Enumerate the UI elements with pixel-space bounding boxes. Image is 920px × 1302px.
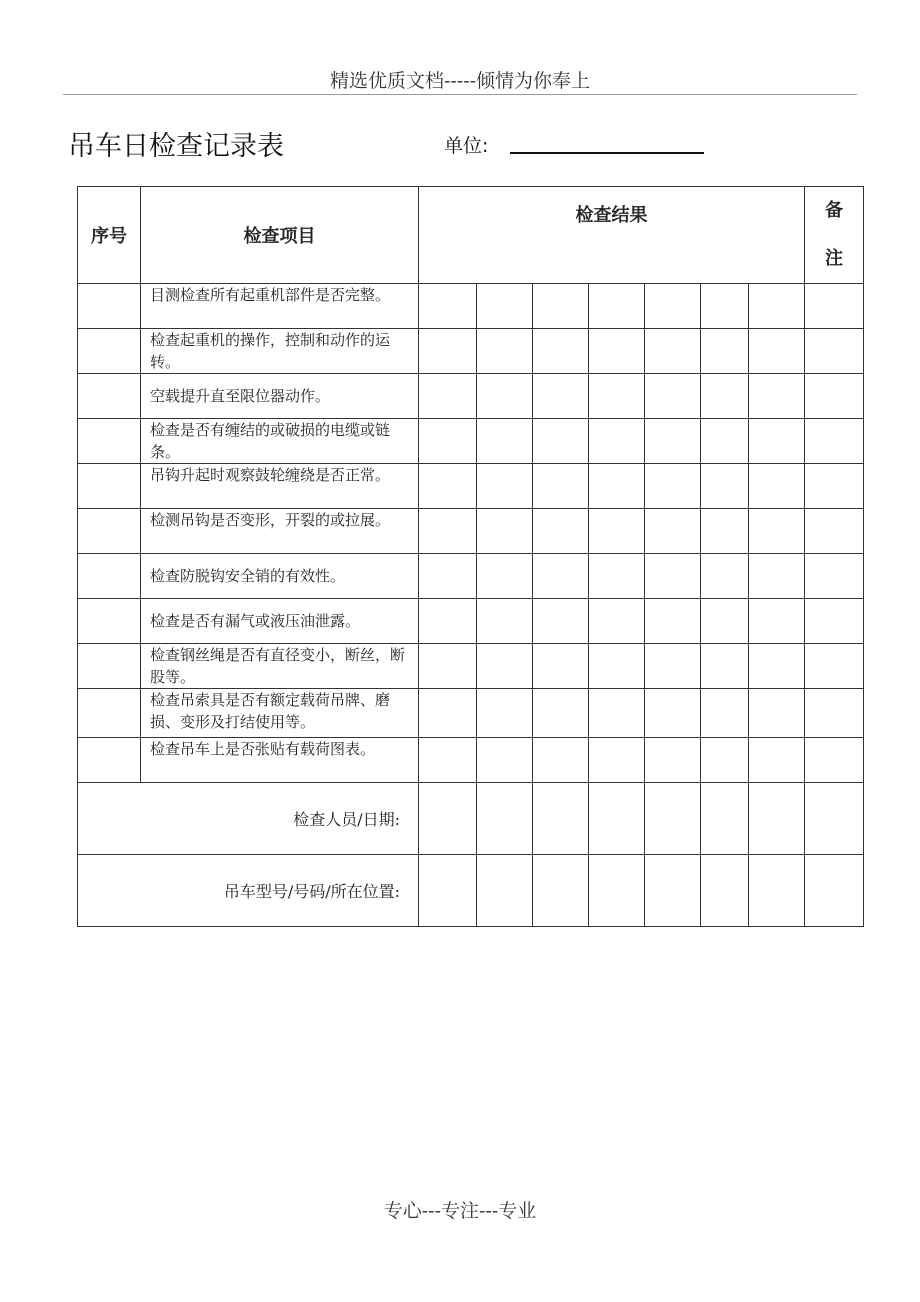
inspection-item-cell [141, 738, 419, 783]
table-row [78, 738, 864, 783]
unit-label: 单位: [444, 135, 489, 157]
seq-cell[interactable] [78, 374, 141, 419]
result-cell[interactable] [419, 738, 477, 783]
result-cell[interactable] [477, 329, 533, 374]
table-row [78, 374, 864, 419]
note-cell[interactable] [805, 738, 864, 783]
note-cell[interactable] [805, 644, 864, 689]
inspection-item-text: 检查是否有缠结的或破损的电缆或链条。 [150, 421, 391, 461]
inspection-item-cell [141, 329, 419, 374]
note-cell[interactable] [805, 689, 864, 738]
note-cell[interactable] [805, 374, 864, 419]
table-row [78, 284, 864, 329]
result-cell[interactable] [589, 464, 645, 509]
inspection-item-text: 吊钩升起时观察鼓轮缠绕是否正常。 [150, 466, 391, 484]
result-cell[interactable] [419, 419, 477, 464]
inspection-item-text: 空载提升直至限位器动作。 [150, 387, 331, 405]
result-cell[interactable] [419, 464, 477, 509]
result-cell[interactable] [701, 855, 749, 927]
result-cell[interactable] [645, 599, 701, 644]
result-cell[interactable] [749, 419, 805, 464]
table-row [78, 689, 864, 738]
result-cell[interactable] [589, 554, 645, 599]
note-cell[interactable] [805, 419, 864, 464]
result-cell[interactable] [533, 554, 589, 599]
result-cell[interactable] [419, 284, 477, 329]
table-row [78, 599, 864, 644]
result-cell[interactable] [589, 329, 645, 374]
inspection-item-cell [141, 554, 419, 599]
inspection-item-cell [141, 284, 419, 329]
header-divider [63, 94, 857, 95]
result-cell[interactable] [533, 644, 589, 689]
inspection-item-text: 目测检查所有起重机部件是否完整。 [150, 286, 391, 304]
result-cell[interactable] [477, 644, 533, 689]
result-cell[interactable] [419, 509, 477, 554]
inspection-item-cell [141, 689, 419, 738]
result-cell[interactable] [749, 738, 805, 783]
page-footer: 专心---专注---专业 [383, 1200, 537, 1222]
result-cell[interactable] [419, 855, 477, 927]
result-cell[interactable] [701, 644, 749, 689]
result-cell[interactable] [477, 374, 533, 419]
result-cell[interactable] [477, 783, 533, 855]
col-header-note [805, 187, 864, 284]
result-cell[interactable] [419, 644, 477, 689]
inspector-date-row-label: 检查人员/日期: [78, 783, 419, 855]
inspection-item-cell [141, 599, 419, 644]
result-cell[interactable] [749, 644, 805, 689]
inspection-item-text: 检查起重机的操作，控制和动作的运转。 [150, 331, 391, 371]
inspection-item-text: 检查钢丝绳是否有直径变小，断丝，断股等。 [150, 646, 406, 686]
table-row [78, 329, 864, 374]
result-cell[interactable] [477, 738, 533, 783]
inspection-item-cell [141, 509, 419, 554]
result-cell[interactable] [533, 599, 589, 644]
result-cell[interactable] [645, 509, 701, 554]
result-cell[interactable] [419, 689, 477, 738]
inspection-item-cell [141, 464, 419, 509]
note-cell[interactable] [805, 554, 864, 599]
result-cell[interactable] [645, 783, 701, 855]
result-cell[interactable] [533, 374, 589, 419]
result-cell[interactable] [419, 329, 477, 374]
seq-cell[interactable] [78, 329, 141, 374]
result-cell[interactable] [645, 329, 701, 374]
result-cell[interactable] [701, 419, 749, 464]
note-cell[interactable] [805, 464, 864, 509]
inspection-item-text: 检查是否有漏气或液压油泄露。 [150, 612, 361, 630]
result-cell[interactable] [645, 284, 701, 329]
result-cell[interactable] [645, 419, 701, 464]
result-cell[interactable] [701, 329, 749, 374]
result-cell[interactable] [589, 855, 645, 927]
table-row [78, 554, 864, 599]
result-cell[interactable] [645, 855, 701, 927]
result-cell[interactable] [419, 599, 477, 644]
result-cell[interactable] [533, 689, 589, 738]
result-cell[interactable] [477, 509, 533, 554]
result-cell[interactable] [533, 464, 589, 509]
result-cell[interactable] [533, 284, 589, 329]
result-cell[interactable] [589, 284, 645, 329]
result-cell[interactable] [749, 554, 805, 599]
document-title: 吊车日检查记录表 [68, 131, 284, 162]
seq-cell[interactable] [78, 599, 141, 644]
table-row [78, 644, 864, 689]
inspection-item-cell [141, 419, 419, 464]
result-cell[interactable] [749, 329, 805, 374]
result-cell[interactable] [749, 783, 805, 855]
table-header-row [78, 187, 864, 284]
result-cell[interactable] [533, 855, 589, 927]
result-cell[interactable] [589, 419, 645, 464]
result-cell[interactable] [749, 464, 805, 509]
result-cell[interactable] [477, 419, 533, 464]
result-cell[interactable] [477, 284, 533, 329]
result-cell[interactable] [749, 689, 805, 738]
result-cell[interactable] [701, 374, 749, 419]
result-cell[interactable] [477, 689, 533, 738]
note-cell[interactable] [805, 509, 864, 554]
result-cell[interactable] [589, 509, 645, 554]
result-cell[interactable] [701, 738, 749, 783]
result-cell[interactable] [589, 689, 645, 738]
result-cell[interactable] [589, 783, 645, 855]
result-cell[interactable] [701, 783, 749, 855]
result-cell[interactable] [589, 374, 645, 419]
result-cell[interactable] [589, 738, 645, 783]
result-cell[interactable] [477, 464, 533, 509]
seq-cell[interactable] [78, 284, 141, 329]
seq-cell[interactable] [78, 464, 141, 509]
inspection-item-text: 检查防脱钩安全销的有效性。 [150, 567, 346, 585]
inspection-item-text: 检查吊车上是否张贴有载荷图表。 [150, 740, 376, 758]
result-cell[interactable] [701, 599, 749, 644]
result-cell[interactable] [533, 419, 589, 464]
result-cell[interactable] [645, 738, 701, 783]
col-header-result: 检查结果 [419, 187, 805, 284]
inspection-item-cell [141, 644, 419, 689]
result-cell[interactable] [749, 509, 805, 554]
table-row [78, 509, 864, 554]
seq-cell[interactable] [78, 509, 141, 554]
result-cell[interactable] [645, 374, 701, 419]
result-cell[interactable] [477, 554, 533, 599]
crane-info-row-label: 吊车型号/号码/所在位置: [78, 855, 419, 927]
result-cell[interactable] [701, 509, 749, 554]
inspection-item-text: 检测吊钩是否变形，开裂的或拉展。 [150, 511, 391, 529]
note-cell[interactable] [805, 329, 864, 374]
inspection-item-text: 检查吊索具是否有额定载荷吊牌、磨损、变形及打结使用等。 [150, 691, 391, 731]
seq-cell[interactable] [78, 554, 141, 599]
result-cell[interactable] [749, 599, 805, 644]
note-cell[interactable] [805, 599, 864, 644]
seq-cell[interactable] [78, 644, 141, 689]
result-cell[interactable] [701, 689, 749, 738]
result-cell[interactable] [749, 374, 805, 419]
table-row [78, 419, 864, 464]
result-cell[interactable] [589, 644, 645, 689]
result-cell[interactable] [589, 599, 645, 644]
note-cell[interactable] [805, 783, 864, 855]
result-cell[interactable] [645, 464, 701, 509]
col-header-item: 检查项目 [141, 187, 419, 284]
result-cell[interactable] [419, 554, 477, 599]
result-cell[interactable] [477, 855, 533, 927]
note-cell[interactable] [805, 284, 864, 329]
result-cell[interactable] [533, 329, 589, 374]
result-cell[interactable] [533, 738, 589, 783]
inspection-table [77, 186, 864, 927]
result-cell[interactable] [701, 554, 749, 599]
result-cell[interactable] [645, 554, 701, 599]
seq-cell[interactable] [78, 738, 141, 783]
result-cell[interactable] [533, 783, 589, 855]
result-cell[interactable] [645, 644, 701, 689]
result-cell[interactable] [419, 374, 477, 419]
page-header: 精选优质文档-----倾情为你奉上 [329, 70, 591, 92]
result-cell[interactable] [749, 855, 805, 927]
result-cell[interactable] [645, 689, 701, 738]
inspector-date-row [78, 783, 864, 855]
col-header-seq: 序号 [78, 187, 141, 284]
note-cell[interactable] [805, 855, 864, 927]
result-cell[interactable] [701, 464, 749, 509]
seq-cell[interactable] [78, 689, 141, 738]
result-cell[interactable] [701, 284, 749, 329]
result-cell[interactable] [477, 599, 533, 644]
result-cell[interactable] [749, 284, 805, 329]
seq-cell[interactable] [78, 419, 141, 464]
col-header-note-text: 备注 [825, 200, 844, 269]
result-cell[interactable] [419, 783, 477, 855]
result-cell[interactable] [533, 509, 589, 554]
table-row [78, 464, 864, 509]
unit-fill-line[interactable] [510, 152, 704, 154]
inspection-item-cell [141, 374, 419, 419]
crane-info-row [78, 855, 864, 927]
